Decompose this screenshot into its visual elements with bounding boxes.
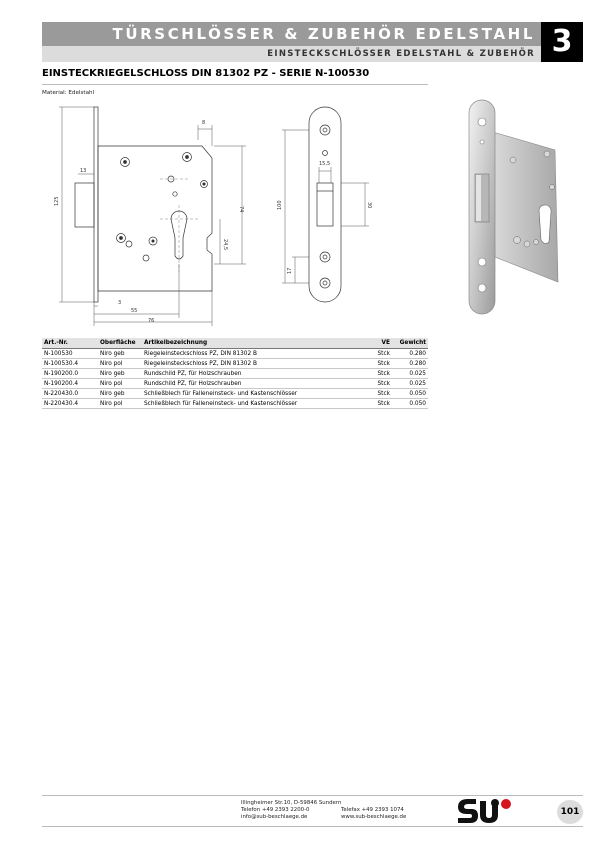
cell-gewicht: 0.025 bbox=[392, 379, 428, 389]
material-note: Material: Edelstahl bbox=[42, 90, 95, 96]
cell-oberflaeche: Niro pol bbox=[98, 379, 142, 389]
cell-oberflaeche: Niro pol bbox=[98, 399, 142, 409]
table-row bbox=[42, 369, 428, 379]
cell-oberflaeche: Niro geb bbox=[98, 349, 142, 359]
cell-ve: Stck bbox=[366, 369, 392, 379]
cell-gewicht: 0.280 bbox=[392, 359, 428, 369]
dim-125: 125 bbox=[54, 196, 60, 206]
front-bolt-slot bbox=[317, 183, 333, 226]
footer-phone: Telefon +49 2393 2200-0 bbox=[241, 807, 310, 813]
section-subheader: EINSTECKSCHLÖSSER EDELSTAHL & ZUBEHÖR bbox=[42, 46, 541, 62]
cell-ve: Stck bbox=[366, 349, 392, 359]
dim-15-5: 15,5 bbox=[319, 161, 331, 167]
dim-24-5: 24,5 bbox=[222, 239, 228, 251]
table-row bbox=[42, 379, 428, 389]
cell-artikelbezeichnung: Riegeleinsteckschloss PZ, DIN 81302 B bbox=[142, 349, 366, 359]
cell-ve: Stck bbox=[366, 399, 392, 409]
title-divider bbox=[42, 84, 428, 85]
cell-art-nr: N-190200.0 bbox=[42, 369, 98, 379]
footer-divider-top bbox=[42, 795, 583, 796]
dim-74: 74 bbox=[238, 206, 244, 213]
cell-gewicht: 0.025 bbox=[392, 369, 428, 379]
cell-art-nr: N-220430.0 bbox=[42, 389, 98, 399]
cell-art-nr: N-190200.4 bbox=[42, 379, 98, 389]
cell-art-nr: N-220430.4 bbox=[42, 399, 98, 409]
cell-gewicht: 0.050 bbox=[392, 399, 428, 409]
col-header-art-nr: Art.-Nr. bbox=[42, 338, 98, 349]
faceplate-outline bbox=[94, 107, 98, 302]
col-header-ve: VE bbox=[366, 338, 392, 349]
technical-drawing bbox=[42, 100, 388, 332]
dim-55: 55 bbox=[131, 308, 138, 314]
table-row bbox=[42, 349, 428, 359]
parts-table bbox=[42, 338, 428, 409]
product-photo bbox=[455, 92, 575, 322]
product-title: EINSTECKRIEGELSCHLOSS DIN 81302 PZ - SERIE N-100530 bbox=[42, 68, 370, 79]
section-header: TÜRSCHLÖSSER & ZUBEHÖR EDELSTAHL bbox=[42, 22, 541, 46]
front-faceplate bbox=[309, 107, 341, 302]
col-header-oberflaeche: Oberfläche bbox=[98, 338, 142, 349]
dim-13: 13 bbox=[80, 168, 87, 174]
cell-oberflaeche: Niro pol bbox=[98, 359, 142, 369]
cell-oberflaeche: Niro geb bbox=[98, 369, 142, 379]
cell-ve: Stck bbox=[366, 359, 392, 369]
col-header-gewicht: Gewicht bbox=[392, 338, 428, 349]
footer-fax: Telefax +49 2393 1074 bbox=[341, 807, 404, 813]
cell-art-nr: N-100530 bbox=[42, 349, 98, 359]
sub-logo-icon bbox=[456, 797, 514, 825]
dim-17: 17 bbox=[287, 267, 293, 274]
table-row bbox=[42, 389, 428, 399]
chapter-number: 3 bbox=[541, 22, 583, 62]
cell-ve: Stck bbox=[366, 379, 392, 389]
table-row bbox=[42, 359, 428, 369]
footer-divider-bottom bbox=[42, 826, 583, 827]
cell-gewicht: 0.050 bbox=[392, 389, 428, 399]
cell-ve: Stck bbox=[366, 389, 392, 399]
cell-artikelbezeichnung: Rundschild PZ, für Holzschrauben bbox=[142, 379, 366, 389]
page-number: 101 bbox=[557, 800, 583, 824]
cell-artikelbezeichnung: Riegeleinsteckschloss PZ, DIN 81302 B bbox=[142, 359, 366, 369]
cell-oberflaeche: Niro geb bbox=[98, 389, 142, 399]
dim-8: 8 bbox=[202, 120, 206, 126]
dim-3: 3 bbox=[118, 300, 122, 306]
dim-100: 100 bbox=[277, 200, 283, 210]
table-row bbox=[42, 399, 428, 409]
dim-30: 30 bbox=[366, 202, 372, 209]
footer-web[interactable]: www.sub-beschlaege.de bbox=[341, 814, 407, 820]
cell-art-nr: N-100530.4 bbox=[42, 359, 98, 369]
cell-artikelbezeichnung: Schließblech für Falleneinsteck- und Kastenschlösser bbox=[142, 399, 366, 409]
col-header-artikelbezeichnung: Artikelbezeichnung bbox=[142, 338, 366, 349]
footer-address: Illingheimer Str.10, D-59846 Sundern bbox=[241, 800, 342, 806]
footer-email[interactable]: info@sub-beschlaege.de bbox=[241, 814, 308, 820]
bolt-outline bbox=[75, 183, 94, 227]
cell-artikelbezeichnung: Rundschild PZ, für Holzschrauben bbox=[142, 369, 366, 379]
lock-body-outline bbox=[98, 146, 212, 291]
cell-gewicht: 0.280 bbox=[392, 349, 428, 359]
cell-artikelbezeichnung: Schließblech für Falleneinsteck- und Kastenschlösser bbox=[142, 389, 366, 399]
dim-76: 76 bbox=[148, 318, 155, 324]
